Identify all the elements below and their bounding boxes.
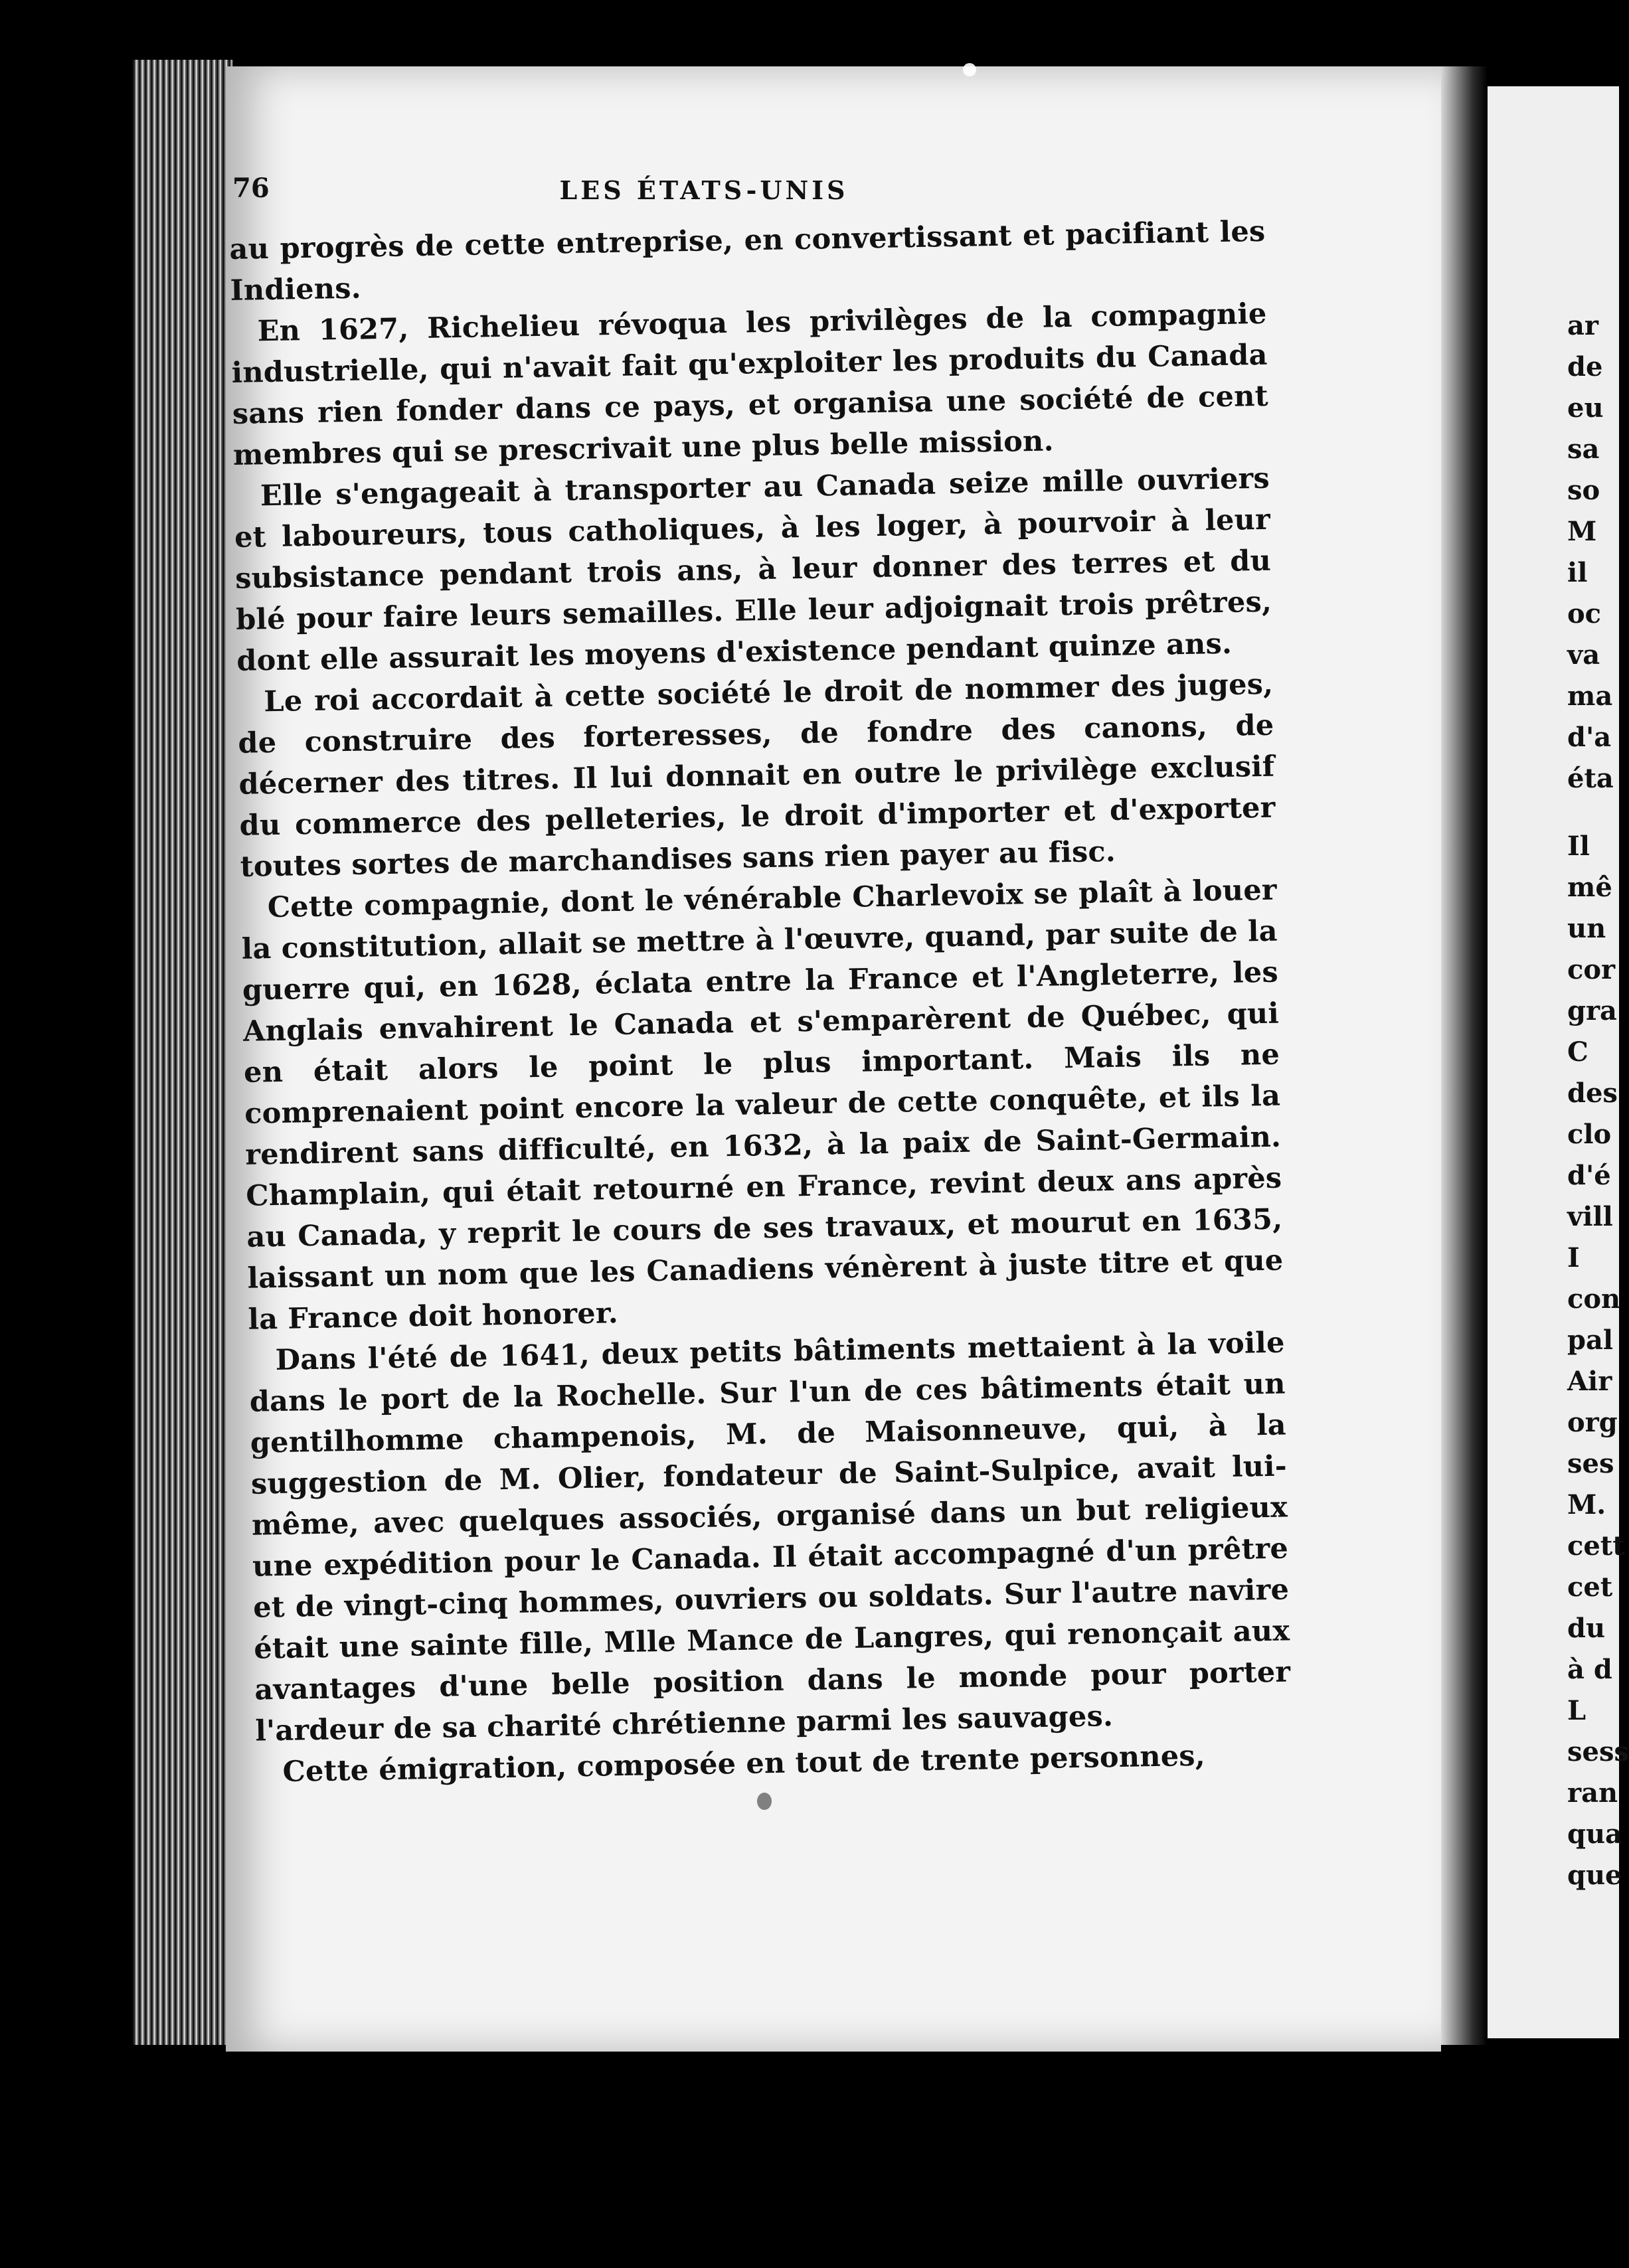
paragraph: En 1627, Richelieu révoqua les privilèges de la compagnie industrielle, qui n'avait fait qu'exploiter les produits du Canada sans rien fonder dans ce pays, et organisa une société de cent membres qui se prescrivait une plus belle mission. <box>231 297 1269 472</box>
right-page-line: gra <box>1567 995 1617 1026</box>
page-number: 76 <box>232 173 270 204</box>
right-page-line: org <box>1567 1407 1618 1438</box>
right-page-line: pal <box>1567 1325 1614 1356</box>
paragraph: Cette émigration, composée en tout de trente personnes, <box>282 1739 1206 1789</box>
right-page-line: éta <box>1567 763 1614 794</box>
running-head: LES ÉTATS-UNIS <box>559 175 849 205</box>
right-page-line: ma <box>1567 681 1613 712</box>
right-page-line: Il <box>1567 831 1590 862</box>
right-page-line: cett <box>1567 1530 1625 1562</box>
paragraph: Dans l'été de 1641, deux petits bâtiments mettaient à la voile dans le port de la Rochelle. Sur l'un de ces bâtiments était un gentilhomme champenois, M. de Maisonneuve, qui, à la suggestion de M. Olier, fondateur de Saint-Sulpice, avait lui-même, avec quelques associés, organisé dans un but religieux une expédition pour le Canada. Il était accompagné d'un prêtre et de vingt-cinq hommes, ouvriers ou soldats. Sur l'autre navire était une sainte fille, Mlle Mance de Langres, qui renonçait aux avantages d'une belle position dans le monde pour porter l'ardeur de sa charité chrétienne parmi les sauvages. <box>249 1326 1291 1748</box>
ink-smudge <box>757 1793 772 1810</box>
right-page-line: qua <box>1567 1819 1622 1850</box>
right-page-line: des <box>1567 1078 1618 1109</box>
right-page <box>1488 86 1629 2038</box>
book-gutter <box>1441 66 1488 2045</box>
right-page-line: C <box>1567 1036 1588 1068</box>
right-page-line: que <box>1567 1860 1622 1891</box>
right-page-line: M <box>1567 516 1597 547</box>
right-page-line: il <box>1567 557 1588 588</box>
right-page-line: ses <box>1567 1448 1614 1479</box>
right-page-line: I <box>1567 1242 1580 1273</box>
paragraph: Elle s'engageait à transporter au Canada seize mille ouvriers et laboureurs, tous catholiques, à les loger, à pourvoir à leur subsistance pendant trois ans, à leur donner des terres et du blé pour faire leurs semailles. Elle leur adjoignait trois prêtres, dont elle assurait les moyens d'existence pendant quinze ans. <box>234 461 1272 678</box>
right-page-line: du <box>1567 1613 1606 1644</box>
right-page-line: mê <box>1567 872 1612 903</box>
right-page-line: va <box>1567 639 1600 671</box>
right-page-line: eu <box>1567 392 1604 424</box>
right-page-line: M. <box>1567 1489 1606 1520</box>
right-page-line: clo <box>1567 1119 1612 1150</box>
right-page-line: de <box>1567 351 1603 382</box>
right-page-line: d'é <box>1567 1160 1611 1191</box>
book-page-edges <box>133 60 232 2045</box>
right-page-line: Air <box>1567 1366 1612 1397</box>
body-text <box>229 211 1292 1793</box>
paragraph: au progrès de cette entreprise, en convertissant et pacifiant les Indiens. <box>229 214 1266 307</box>
ink-smudge <box>963 63 976 76</box>
right-page-fragments <box>1567 305 1629 1896</box>
right-page-line: so <box>1567 475 1600 506</box>
page-header <box>232 173 1175 219</box>
right-page-line: un <box>1567 913 1606 944</box>
right-page-line: cet <box>1567 1572 1613 1603</box>
right-page-line: sa <box>1567 434 1600 465</box>
right-page-line: sess <box>1567 1736 1629 1767</box>
right-page-line: L <box>1567 1695 1586 1726</box>
right-page-line <box>1567 799 1629 826</box>
right-page-line: con <box>1567 1283 1621 1315</box>
paragraph: Le roi accordait à cette société le droit de nommer des juges, de construire des forteresses, de fondre des canons, de décerner des titres. Il lui donnait en outre le privilège exclusif du commerce des pelleteries, le droit d'importer et d'exporter toutes sortes de marchandises sans rien payer au fisc. <box>238 667 1276 884</box>
right-page-line: oc <box>1567 598 1602 629</box>
right-page-line: vill <box>1567 1201 1613 1232</box>
paragraph: Cette compagnie, dont le vénérable Charlevoix se plaît à louer la constitution, allait se mettre à l'œuvre, quand, par suite de la guerre qui, en 1628, éclata entre la France et l'Angleterre, les Anglais envahirent le Canada et s'emparèrent de Québec, qui en était alors le point le plus important. Mais ils ne comprenaient point encore la valeur de cette conquête, et ils la rendirent sans difficulté, en 1632, à la paix de Saint-Germain. Champlain, qui était retourné en France, revint deux ans après au Canada, y reprit le cours de ses travaux, et mourut en 1635, laissant un nom que les Canadiens vénèrent à juste titre et que la France doit honorer. <box>241 873 1284 1336</box>
right-page-line: à d <box>1567 1654 1612 1685</box>
right-page-line: ar <box>1567 310 1598 341</box>
right-page-line: ran <box>1567 1777 1618 1809</box>
right-page-line: cor <box>1567 954 1616 985</box>
right-page-line: d'a <box>1567 722 1612 753</box>
